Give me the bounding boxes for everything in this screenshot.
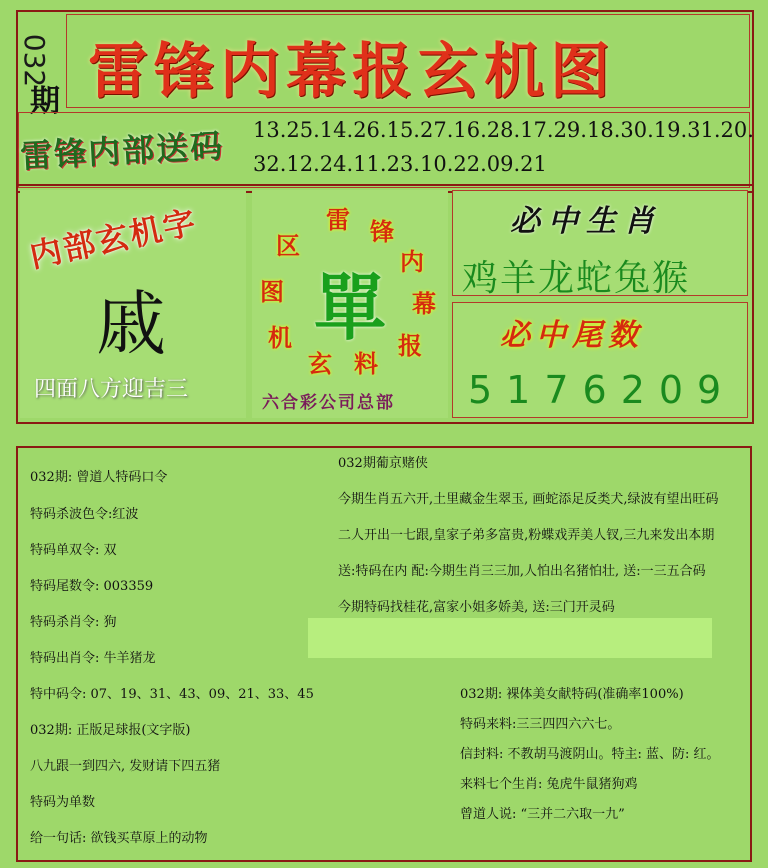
- right-top-item: 二人开出一七跟,皇家子弟多富贵,粉蝶戏弄美人钗,三九来发出本期: [338, 528, 715, 543]
- ring-char-6: 玄: [308, 349, 332, 378]
- secret-code-line2: 32.12.24.11.23.10.22.09.21: [253, 152, 547, 176]
- left-list-item: 特码出肖令: 牛羊猪龙: [30, 651, 156, 666]
- right-bottom-item: 信封料: 不教胡马渡阴山。特主: 蓝、防: 红。: [460, 747, 720, 762]
- ring-char-0: 雷: [326, 205, 350, 234]
- xuanji-label: 内部玄机字: [26, 202, 201, 276]
- ring-char-7: 机: [268, 323, 292, 352]
- center-ring: [254, 192, 446, 384]
- right-bottom-item: 曾道人说: “三并二六取一九”: [460, 807, 625, 822]
- left-list-item: 032期: 正版足球报(文字版): [30, 723, 191, 738]
- left-list-item: 特中码令: 07、19、31、43、09、21、33、45: [30, 687, 314, 702]
- right-bottom-item: 032期: 裸体美女献特码(准确率100%): [460, 687, 684, 702]
- zodiac-value: 鸡羊龙蛇兔猴: [462, 258, 691, 299]
- tail-label: 必中尾数: [500, 318, 644, 353]
- right-top-item: 今期特码找桂花,富家小姐多娇美, 送:三门开灵码: [338, 600, 615, 615]
- left-list-item: 特码为单数: [30, 795, 96, 810]
- left-list-item: 032期: 曾道人特码口令: [30, 470, 168, 485]
- ring-char-4: 报: [398, 331, 422, 360]
- left-list-item: 给一句话: 欲钱买草原上的动物: [30, 831, 208, 846]
- issue-number: [18, 14, 66, 119]
- zodiac-label: 必中生肖: [510, 204, 662, 239]
- ring-char-5: 料: [354, 349, 378, 378]
- secret-code-label: 雷锋内部送码: [19, 126, 225, 176]
- left-list-item: 特码杀波色令:红波: [30, 507, 139, 522]
- ring-char-8: 图: [260, 277, 284, 306]
- left-list-item: 八九跟一到四六, 发财请下四五猪: [30, 759, 221, 774]
- left-list-item: 特码杀肖令: 狗: [30, 615, 117, 630]
- main-title: 雷锋内幕报玄机图: [88, 37, 616, 107]
- issue-num: 032: [18, 33, 52, 88]
- ring-char-9: 区: [276, 231, 300, 260]
- tail-value: 5176209: [468, 368, 736, 412]
- secret-code-line1: 13.25.14.26.15.27.16.28.17.29.18.30.19.31.20.: [253, 118, 754, 142]
- ring-char-3: 幕: [412, 289, 436, 318]
- center-big-char: 單: [314, 265, 387, 350]
- right-top-item: 送:特码在内 配:今期生肖三三加,人怕出名猪怕壮, 送:一三五合码: [338, 564, 706, 579]
- right-bottom-item: 特码来料:三三四四六六七。: [460, 717, 621, 732]
- issue-suffix: 期: [30, 84, 60, 119]
- right-bottom-item: 来料七个生肖: 兔虎牛鼠猪狗鸡: [460, 777, 638, 792]
- ring-char-1: 锋: [370, 217, 394, 246]
- ring-char-2: 内: [400, 247, 424, 276]
- xuanji-char: 戚: [96, 283, 166, 365]
- right-top-item: 今期生肖五六开,土里藏金生翠玉, 画蛇添足反类犬,绿波有望出旺码: [338, 492, 719, 507]
- right-top-item: 032期葡京赌侠: [338, 456, 428, 471]
- left-list-item: 特码单双令: 双: [30, 543, 117, 558]
- center-footer: 六合彩公司总部: [262, 393, 395, 413]
- highlight-strip: [308, 618, 712, 658]
- left-list-item: 特码尾数令: 003359: [30, 579, 154, 594]
- xuanji-phrase: 四面八方迎吉三: [34, 377, 189, 402]
